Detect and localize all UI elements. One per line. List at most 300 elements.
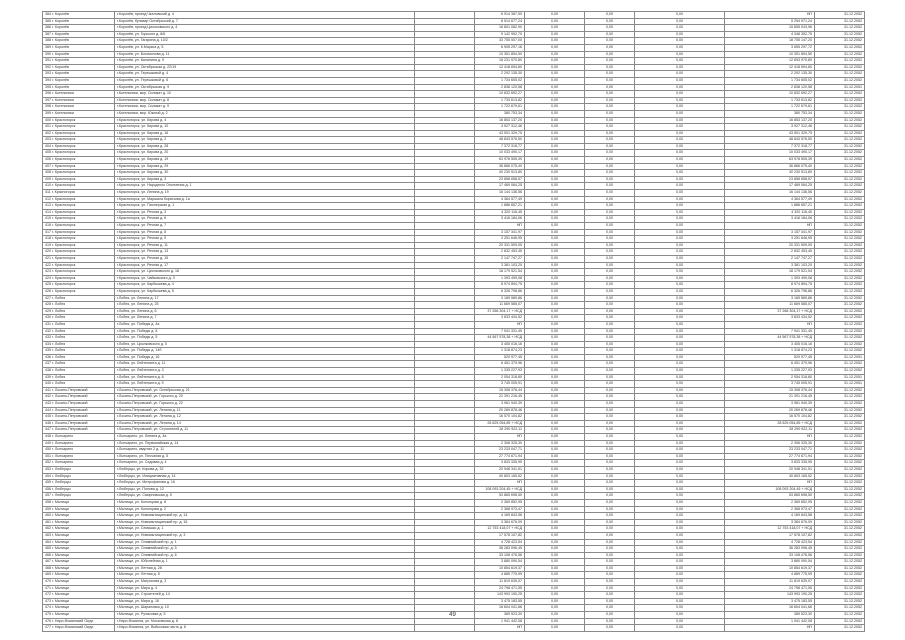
row-number: 460 — [45, 513, 51, 518]
district-name: г. Мытищи — [52, 559, 70, 564]
value-cell-2: 0,00 — [585, 137, 635, 144]
value-cell-3: 0,00 — [635, 513, 725, 520]
table-row — [43, 77, 865, 84]
blank-cell — [415, 407, 475, 414]
value-cell-1: 0,00 — [525, 546, 585, 553]
total-cell: 10 655 043,96 — [725, 25, 815, 32]
date-cell: 31.12.2052 — [815, 288, 865, 295]
district-name: г. Лобня — [52, 381, 66, 386]
value-cell-3: 0,00 — [635, 130, 725, 137]
address-cell: г.Красногорск, ул. Кирова д. 16 — [115, 130, 415, 137]
table-row — [43, 499, 865, 506]
value-cell-3: 0,00 — [635, 51, 725, 58]
row-number-district-cell — [43, 229, 115, 236]
total-cell: 520 977,45 — [725, 354, 815, 361]
address-cell: г.Королёв, ул. К.Маркса д. 5 — [115, 44, 415, 51]
table-row — [43, 302, 865, 309]
value-cell-1: 0,00 — [525, 282, 585, 289]
value-cell-3: 0,00 — [635, 440, 725, 447]
date-cell: 31.12.2052 — [815, 91, 865, 98]
address-cell: г.Лобня, ул. Лейтенанта д. 3 — [115, 368, 415, 375]
district-name: г. Мытищи — [52, 612, 70, 617]
value-cell-2: 0,00 — [585, 565, 635, 572]
value-cell-1: 0,00 — [525, 354, 585, 361]
debt-cell: 16 801 082,90 — [475, 25, 525, 32]
district-name: г. Мытищи — [52, 585, 70, 590]
debt-cell: НП — [475, 321, 525, 328]
value-cell-1: 0,00 — [525, 513, 585, 520]
debt-cell: 7 941 331,45 — [475, 328, 525, 335]
district-name: г. Красногорск — [52, 236, 76, 241]
debt-cell: НП — [475, 223, 525, 230]
date-cell: 31.12.2052 — [815, 493, 865, 500]
total-cell: 1 393 499,08 — [725, 275, 815, 282]
value-cell-2: 0,00 — [585, 196, 635, 203]
row-number: 448 — [45, 434, 51, 438]
row-number: 417 — [45, 229, 51, 234]
total-cell: 36 283 096,45 — [725, 546, 815, 553]
date-cell: 31.12.2051 — [815, 381, 865, 388]
date-cell: 31.12.2052 — [815, 236, 865, 243]
row-number: 410 — [45, 183, 51, 188]
row-number-district-cell — [43, 77, 115, 84]
date-cell: 31.12.2052 — [815, 499, 865, 506]
value-cell-3: 0,00 — [635, 91, 725, 98]
total-cell: 2 369 852,95 — [725, 499, 815, 506]
row-number-district-cell — [43, 407, 115, 414]
address-cell: г.Мытищи, ул. Матросова д. 3 — [115, 579, 415, 586]
date-cell: 31.12.2052 — [815, 97, 865, 104]
total-cell: 6 326 798,86 — [725, 288, 815, 295]
value-cell-2: 0,00 — [585, 460, 635, 467]
district-name: г. Котельники — [52, 104, 74, 109]
table-row — [43, 354, 865, 361]
value-cell-2: 0,00 — [585, 84, 635, 91]
value-cell-3: 0,00 — [635, 150, 725, 157]
blank-cell — [415, 466, 475, 473]
value-cell-3: 0,00 — [635, 499, 725, 506]
debt-cell: 2 292 135,30 — [475, 71, 525, 78]
row-number: 465 — [45, 546, 51, 551]
value-cell-3: 0,00 — [635, 44, 725, 51]
debt-cell: 40 803 165,52 — [475, 473, 525, 480]
blank-cell — [415, 401, 475, 408]
date-cell: 31.12.2052 — [815, 295, 865, 302]
value-cell-3: 0,00 — [635, 190, 725, 197]
total-cell: НП — [725, 223, 815, 230]
district-name: г. Лыткарино — [52, 447, 74, 452]
value-cell-3: 0,00 — [635, 618, 725, 625]
value-cell-3: 0,00 — [635, 295, 725, 302]
blank-cell — [415, 354, 475, 361]
table-row — [43, 216, 865, 223]
blank-cell — [415, 64, 475, 71]
total-cell: 44 567 578,38 + НСД — [725, 335, 815, 342]
debt-cell: 10 033 490,17 — [475, 150, 525, 157]
district-name: г. Лосино-Петровский — [52, 401, 88, 406]
table-row — [43, 625, 865, 632]
address-cell: г.Королёв, ул. Октябрьская д. 22/19 — [115, 64, 415, 71]
date-cell: 31.12.2052 — [815, 18, 865, 25]
value-cell-3: 0,00 — [635, 269, 725, 276]
table-row — [43, 137, 865, 144]
value-cell-2: 0,00 — [585, 519, 635, 526]
debt-cell: 36 283 096,45 — [475, 546, 525, 553]
district-name: г. Красногорск — [52, 275, 76, 280]
row-number-district-cell — [43, 394, 115, 401]
debt-cell: 6 914 387,50 — [475, 12, 525, 19]
value-cell-3: 0,00 — [635, 394, 725, 401]
address-cell: г.Красногорск, ул. Пионерская д. 1 — [115, 203, 415, 210]
debt-cell: 2 838 120,58 — [475, 84, 525, 91]
total-cell: 17 469 064,25 — [725, 183, 815, 190]
address-cell: г.Котельники, мкр. Силикат д. 10 — [115, 91, 415, 98]
address-cell: г.Лобня, ул. Ленина д. 7 — [115, 315, 415, 322]
value-cell-2: 0,00 — [585, 249, 635, 256]
blank-cell — [415, 150, 475, 157]
row-number: 411 — [45, 190, 51, 195]
value-cell-2: 0,00 — [585, 18, 635, 25]
value-cell-1: 0,00 — [525, 447, 585, 454]
value-cell-2: 0,00 — [585, 427, 635, 434]
address-cell: г.Красногорск, ул. Речная д. 9 — [115, 236, 415, 243]
row-number: 443 — [45, 401, 51, 406]
value-cell-3: 0,00 — [635, 163, 725, 170]
district-name: г. Лыткарино — [52, 434, 74, 438]
value-cell-2: 0,00 — [585, 341, 635, 348]
value-cell-3: 0,00 — [635, 288, 725, 295]
date-cell: 31.12.2052 — [815, 249, 865, 256]
debt-cell: 37 268 304,17 + НСД — [475, 308, 525, 315]
debt-cell: 6 326 798,86 — [475, 288, 525, 295]
blank-cell — [415, 625, 475, 632]
blank-cell — [415, 275, 475, 282]
value-cell-1: 0,00 — [525, 427, 585, 434]
total-cell: 8 974 894,75 — [725, 282, 815, 289]
value-cell-1: 0,00 — [525, 315, 585, 322]
date-cell: 31.12.2052 — [815, 401, 865, 408]
table-row — [43, 532, 865, 539]
row-number-district-cell — [43, 341, 115, 348]
table-row — [43, 44, 865, 51]
address-cell: г.Люберцы, ул. Митрофанова д. 16 — [115, 480, 415, 487]
district-name: г. Королёв — [52, 51, 69, 56]
value-cell-3: 0,00 — [635, 176, 725, 183]
total-cell: 12 693 970,80 — [725, 58, 815, 65]
blank-cell — [415, 434, 475, 441]
date-cell: 31.12.2052 — [815, 414, 865, 421]
row-number: 454 — [45, 473, 51, 478]
blank-cell — [415, 209, 475, 216]
date-cell: 31.12.2051 — [815, 84, 865, 91]
blank-cell — [415, 526, 475, 533]
district-name: г. Красногорск — [52, 157, 76, 162]
row-number-district-cell — [43, 361, 115, 368]
value-cell-1: 0,00 — [525, 302, 585, 309]
debt-cell: 27 774 671,94 — [475, 453, 525, 460]
blank-cell — [415, 302, 475, 309]
date-cell: 31.12.2052 — [815, 143, 865, 150]
district-name: г. Красногорск — [52, 216, 76, 221]
table-row — [43, 546, 865, 553]
row-number: 437 — [45, 361, 51, 366]
debt-cell: 2 832 453,45 — [475, 249, 525, 256]
address-cell: г.Лосино-Петровский, ул. Строителей д. 11 — [115, 427, 415, 434]
total-cell: 3 416 184,06 — [725, 216, 815, 223]
total-cell: 20 331 509,05 — [725, 242, 815, 249]
debt-cell: 18 179 521,54 — [475, 269, 525, 276]
address-cell: г.Красногорск, ул. Маршала Бирюзова д. 1а — [115, 196, 415, 203]
value-cell-1: 0,00 — [525, 104, 585, 111]
table-row — [43, 308, 865, 315]
address-cell: г.Лобня, ул. Лейтенанта д. 8 — [115, 374, 415, 381]
value-cell-2: 0,00 — [585, 12, 635, 19]
row-number: 397 — [45, 97, 51, 102]
district-name: г. Мытищи — [52, 605, 70, 610]
table-row — [43, 486, 865, 493]
blank-cell — [415, 592, 475, 599]
debt-cell: 12 418 694,60 — [475, 64, 525, 71]
row-number: 441 — [45, 387, 51, 392]
district-name: г. Люберцы — [52, 466, 71, 471]
row-number: 455 — [45, 480, 51, 485]
district-name: г. Королёв — [52, 71, 69, 76]
total-cell: 380 753,34 — [725, 110, 815, 117]
address-cell: г.Королёв, ул. Калинина д. 9 — [115, 58, 415, 65]
date-cell: 31.12.2052 — [815, 585, 865, 592]
address-cell: г.Люберцы, ул. Смирновская д. 5 — [115, 493, 415, 500]
row-number: 476 — [45, 618, 51, 623]
debt-cell: 28 290 922,11 — [475, 427, 525, 434]
district-name: г. Красногорск — [52, 269, 76, 274]
value-cell-3: 0,00 — [635, 493, 725, 500]
district-name: г. Люберцы — [52, 486, 71, 491]
table-row — [43, 183, 865, 190]
value-cell-1: 0,00 — [525, 381, 585, 388]
row-number-district-cell — [43, 255, 115, 262]
value-cell-1: 0,00 — [525, 308, 585, 315]
blank-cell — [415, 315, 475, 322]
table-row — [43, 12, 865, 19]
date-cell: 31.12.2052 — [815, 473, 865, 480]
total-cell: 16 853 137,20 — [725, 117, 815, 124]
row-number-district-cell — [43, 605, 115, 612]
row-number-district-cell — [43, 374, 115, 381]
row-number-district-cell — [43, 288, 115, 295]
blank-cell — [415, 295, 475, 302]
row-number: 431 — [45, 321, 51, 326]
debt-cell: 1 393 499,08 — [475, 275, 525, 282]
blank-cell — [415, 565, 475, 572]
district-name: г. Красногорск — [52, 143, 76, 148]
date-cell: 31.12.2052 — [815, 269, 865, 276]
row-number-district-cell — [43, 381, 115, 388]
row-number: 444 — [45, 407, 51, 412]
total-cell: 3 833 434,52 — [725, 315, 815, 322]
table-row — [43, 51, 865, 58]
value-cell-2: 0,00 — [585, 64, 635, 71]
value-cell-2: 0,00 — [585, 480, 635, 487]
table-row — [43, 315, 865, 322]
district-name: г. Мытищи — [52, 592, 70, 597]
row-number: 393 — [45, 71, 51, 76]
value-cell-2: 0,00 — [585, 321, 635, 328]
address-cell: г.Котельники, мкр. Силикат д. 9 — [115, 104, 415, 111]
total-cell: 10 033 490,17 — [725, 150, 815, 157]
value-cell-3: 0,00 — [635, 58, 725, 65]
row-number-district-cell — [43, 473, 115, 480]
row-number: 389 — [45, 44, 51, 49]
total-cell: 1 886 657,21 — [725, 203, 815, 210]
address-cell: г.Красногорск, ул. Кирова д. 20 — [115, 150, 415, 157]
district-name: г. Мытищи — [52, 532, 70, 537]
value-cell-2: 0,00 — [585, 466, 635, 473]
row-number: 442 — [45, 394, 51, 399]
row-number: 439 — [45, 374, 51, 379]
blank-cell — [415, 269, 475, 276]
debt-cell: 2 368 973,47 — [475, 506, 525, 513]
value-cell-1: 0,00 — [525, 335, 585, 342]
row-number-district-cell — [43, 124, 115, 131]
date-cell: 31.12.2052 — [815, 209, 865, 216]
blank-cell — [415, 97, 475, 104]
debt-cell: 3 157 341,97 — [475, 229, 525, 236]
value-cell-2: 0,00 — [585, 546, 635, 553]
table-row — [43, 526, 865, 533]
district-name: г. Лыткарино — [52, 453, 74, 458]
value-cell-1: 0,00 — [525, 460, 585, 467]
value-cell-2: 0,00 — [585, 104, 635, 111]
row-number-district-cell — [43, 275, 115, 282]
row-number-district-cell — [43, 216, 115, 223]
data-table — [42, 11, 865, 632]
debt-cell: 20 331 509,05 — [475, 242, 525, 249]
row-number: 418 — [45, 236, 51, 241]
address-cell: г.Королёв, ул. Терешковой д. 4 — [115, 71, 415, 78]
date-cell: 31.12.2052 — [815, 176, 865, 183]
row-number: 468 — [45, 565, 51, 570]
date-cell: 31.12.2052 — [815, 71, 865, 78]
address-cell: г.Лыткарино, ул. Песчаная д. 5 — [115, 453, 415, 460]
total-cell: 10 854 619,37 — [725, 565, 815, 572]
district-name: г. Красногорск — [52, 124, 76, 129]
row-number: 462 — [45, 526, 51, 531]
debt-cell: 3 416 184,06 — [475, 216, 525, 223]
table-row — [43, 170, 865, 177]
value-cell-3: 0,00 — [635, 585, 725, 592]
row-number: 452 — [45, 460, 51, 465]
district-name: г. Котельники — [52, 97, 74, 102]
debt-cell: 48 843 576,50 — [475, 137, 525, 144]
row-number: 423 — [45, 269, 51, 274]
total-cell: 11 819 639,07 — [725, 579, 815, 586]
row-number-district-cell — [43, 579, 115, 586]
table-row — [43, 64, 865, 71]
row-number-district-cell — [43, 532, 115, 539]
row-number-district-cell — [43, 414, 115, 421]
table-row — [43, 18, 865, 25]
district-name: г. Красногорск — [52, 282, 76, 287]
value-cell-3: 0,00 — [635, 368, 725, 375]
total-cell: 48 843 576,50 — [725, 137, 815, 144]
district-name: г. Красногорск — [52, 262, 76, 267]
debt-cell: 389 523,30 — [475, 612, 525, 619]
date-cell: 31.12.2052 — [815, 460, 865, 467]
address-cell: г.Красногорск, ул. Речная д. 6 — [115, 216, 415, 223]
value-cell-2: 0,00 — [585, 605, 635, 612]
row-number-district-cell — [43, 585, 115, 592]
table-row — [43, 401, 865, 408]
value-cell-3: 0,00 — [635, 539, 725, 546]
date-cell: 31.12.2052 — [815, 532, 865, 539]
blank-cell — [415, 473, 475, 480]
value-cell-2: 0,00 — [585, 579, 635, 586]
value-cell-3: 0,00 — [635, 625, 725, 632]
value-cell-3: 0,00 — [635, 137, 725, 144]
district-name: г. Лосино-Петровский — [52, 394, 88, 399]
total-cell: 6 451 379,96 — [725, 361, 815, 368]
row-number-district-cell — [43, 460, 115, 467]
blank-cell — [415, 308, 475, 315]
district-name: г. Мытищи — [52, 499, 70, 504]
table-row — [43, 242, 865, 249]
row-number: 405 — [45, 150, 51, 155]
value-cell-1: 0,00 — [525, 618, 585, 625]
total-cell: 3 475 183,55 — [725, 598, 815, 605]
row-number-district-cell — [43, 466, 115, 473]
address-cell: г.Королёв, бульвар Октябрьский д. 7 — [115, 18, 415, 25]
blank-cell — [415, 374, 475, 381]
blank-cell — [415, 157, 475, 164]
blank-cell — [415, 117, 475, 124]
blank-cell — [415, 460, 475, 467]
address-cell: г.Красногорск, ул. Карбышева д. 5 — [115, 288, 415, 295]
total-cell: 40 230 513,80 — [725, 170, 815, 177]
row-number-district-cell — [43, 592, 115, 599]
address-cell: г.Красногорск, ул. Кирова д. 4 — [115, 117, 415, 124]
debt-cell: 1 318 874,23 — [475, 348, 525, 355]
row-number: 415 — [45, 216, 51, 221]
total-cell: 389 523,30 — [725, 612, 815, 619]
district-name: г. Лобня — [52, 295, 66, 300]
blank-cell — [415, 605, 475, 612]
address-cell: г.Мытищи, ул. Олимпийский пр. д. 5 — [115, 546, 415, 553]
row-number: 451 — [45, 453, 51, 458]
debt-cell: 10 854 619,37 — [475, 565, 525, 572]
row-number: 419 — [45, 242, 51, 247]
date-cell: 31.12.2052 — [815, 368, 865, 375]
value-cell-1: 0,00 — [525, 499, 585, 506]
total-cell: 4 364 577,49 — [725, 196, 815, 203]
district-name: г. Красногорск — [52, 163, 76, 168]
row-number: 434 — [45, 341, 51, 346]
value-cell-1: 0,00 — [525, 124, 585, 131]
date-cell: 31.12.2052 — [815, 150, 865, 157]
total-cell: 2 832 453,45 — [725, 249, 815, 256]
row-number-district-cell — [43, 440, 115, 447]
value-cell-3: 0,00 — [635, 447, 725, 454]
table-row — [43, 321, 865, 328]
value-cell-3: 0,00 — [635, 480, 725, 487]
value-cell-1: 0,00 — [525, 44, 585, 51]
value-cell-2: 0,00 — [585, 401, 635, 408]
row-number: 473 — [45, 598, 51, 603]
total-cell: 108 093 204,45 + НСД — [725, 486, 815, 493]
district-name: г. Лобня — [52, 348, 66, 353]
value-cell-2: 0,00 — [585, 348, 635, 355]
row-number: 438 — [45, 368, 51, 373]
value-cell-3: 0,00 — [635, 328, 725, 335]
